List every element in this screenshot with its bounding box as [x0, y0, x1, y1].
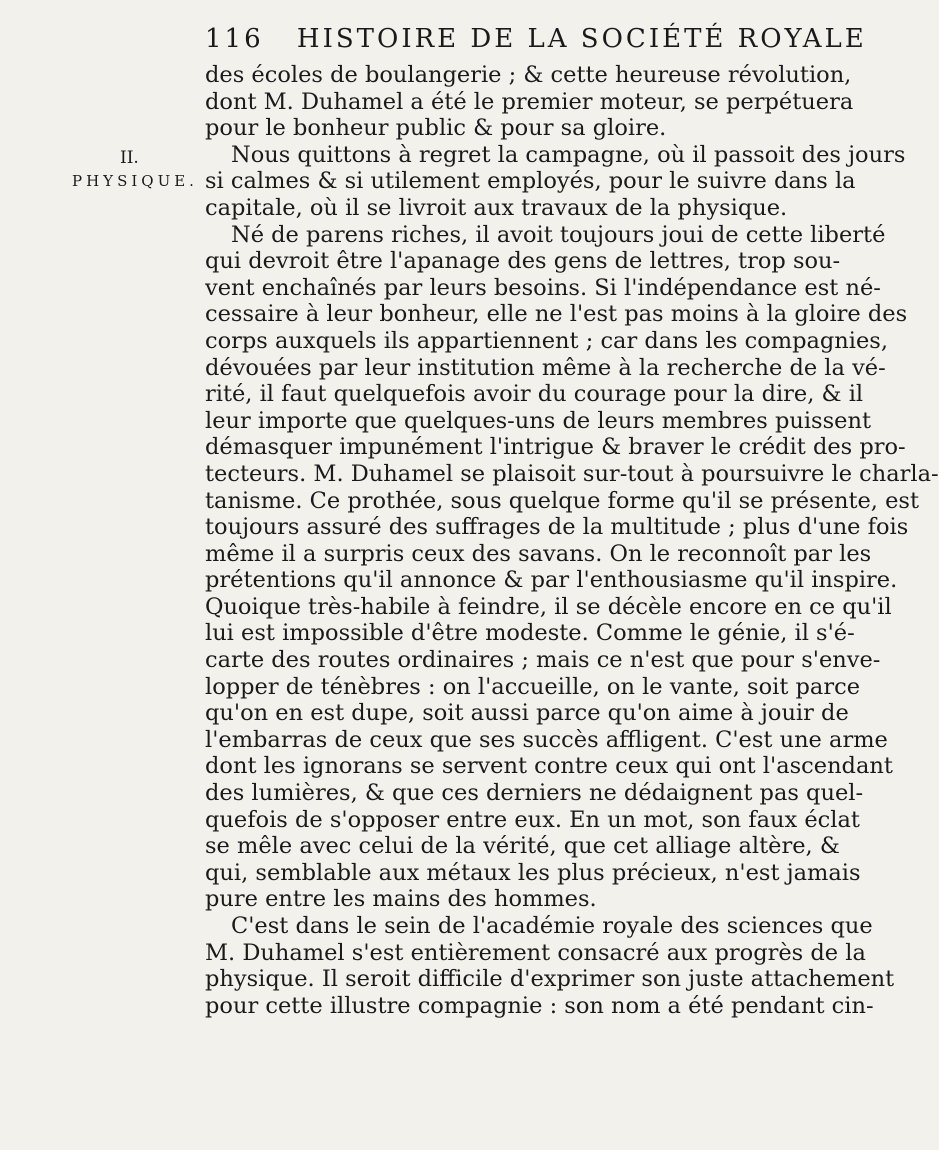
body-text — [205, 62, 939, 1019]
text-line: cessaire à leur bonheur, elle ne l'est pas moins à la gloire des — [205, 301, 908, 328]
text-line: qu'on en est dupe, soit aussi parce qu'on aime à jouir de — [205, 700, 849, 727]
text-line: lopper de ténèbres : on l'accueille, on le vante, soit parce — [205, 673, 861, 700]
text-line: leur importe que quelques-uns de leurs membres puissent — [205, 407, 871, 434]
text-line: tecteurs. M. Duhamel se plaisoit sur-tout à poursuivre le charla- — [205, 460, 939, 487]
text-line: capitale, où il se livroit aux travaux de la physique. — [205, 194, 788, 221]
text-line: C'est dans le sein de l'académie royale des sciences que — [231, 913, 873, 939]
text-line: dont M. Duhamel a été le premier moteur, se perpétuera — [205, 88, 854, 115]
text-line: prétentions qu'il annonce & par l'enthousiasme qu'il inspire. — [205, 567, 898, 594]
text-line: des lumières, & que ces derniers ne dédaignent pas quel- — [205, 780, 864, 807]
text-line: physique. Il seroit difficile d'exprimer son juste attachement — [205, 966, 895, 993]
text-line: démasquer impunément l'intrigue & braver le crédit des pro- — [205, 434, 906, 461]
text-line: pure entre les mains des hommes. — [205, 886, 597, 913]
text-line: pour cette illustre compagnie : son nom a été pendant cin- — [205, 992, 874, 1019]
page-number: 116 — [205, 24, 264, 54]
text-line: se mêle avec celui de la vérité, que cet alliage altère, & — [205, 833, 840, 860]
text-line: Nous quittons à regret la campagne, où il passoit des jours — [231, 141, 906, 168]
margin-section-number: II. — [120, 148, 139, 168]
running-title: HISTOIRE DE LA SOCIÉTÉ ROYALE — [296, 24, 867, 54]
text-line: même il a surpris ceux des savans. On le reconnoît par les — [205, 540, 872, 567]
text-line: vent enchaînés par leurs besoins. Si l'indépendance est né- — [205, 274, 881, 301]
text-line: l'embarras de ceux que ses succès affligent. C'est une arme — [205, 726, 888, 753]
running-header — [205, 24, 867, 54]
margin-section-title: PHYSIQUE. — [72, 172, 198, 190]
text-line: carte des routes ordinaires ; mais ce n'est que pour s'enve- — [205, 647, 881, 674]
text-line: pour le bonheur public & pour sa gloire. — [205, 115, 667, 142]
text-line: toujours assuré des suffrages de la multitude ; plus d'une fois — [205, 514, 909, 541]
text-line: Quoique très-habile à feindre, il se décèle encore en ce qu'il — [205, 593, 892, 620]
text-line: quefois de s'opposer entre eux. En un mot, son faux éclat — [205, 806, 860, 833]
text-line: dévouées par leur institution même à la recherche de la vé- — [205, 354, 886, 381]
text-line: rité, il faut quelquefois avoir du courage pour la dire, & il — [205, 381, 864, 408]
text-line: lui est impossible d'être modeste. Comme le génie, il s'é- — [205, 620, 855, 647]
text-line: dont les ignorans se servent contre ceux qui ont l'ascendant — [205, 753, 893, 780]
text-line: M. Duhamel s'est entièrement consacré aux progrès de la — [205, 939, 866, 966]
text-line: corps auxquels ils appartiennent ; car dans les compagnies, — [205, 327, 888, 354]
text-line: si calmes & si utilement employés, pour le suivre dans la — [205, 168, 856, 195]
text-line: qui, semblable aux métaux les plus précieux, n'est jamais — [205, 859, 861, 886]
text-line: qui devroit être l'apanage des gens de lettres, trop sou- — [205, 248, 841, 275]
text-line: tanisme. Ce prothée, sous quelque forme qu'il se présente, est — [205, 487, 920, 514]
text-line: des écoles de boulangerie ; & cette heureuse révolution, — [205, 62, 852, 88]
text-line: Né de parens riches, il avoit toujours joui de cette liberté — [231, 221, 886, 248]
